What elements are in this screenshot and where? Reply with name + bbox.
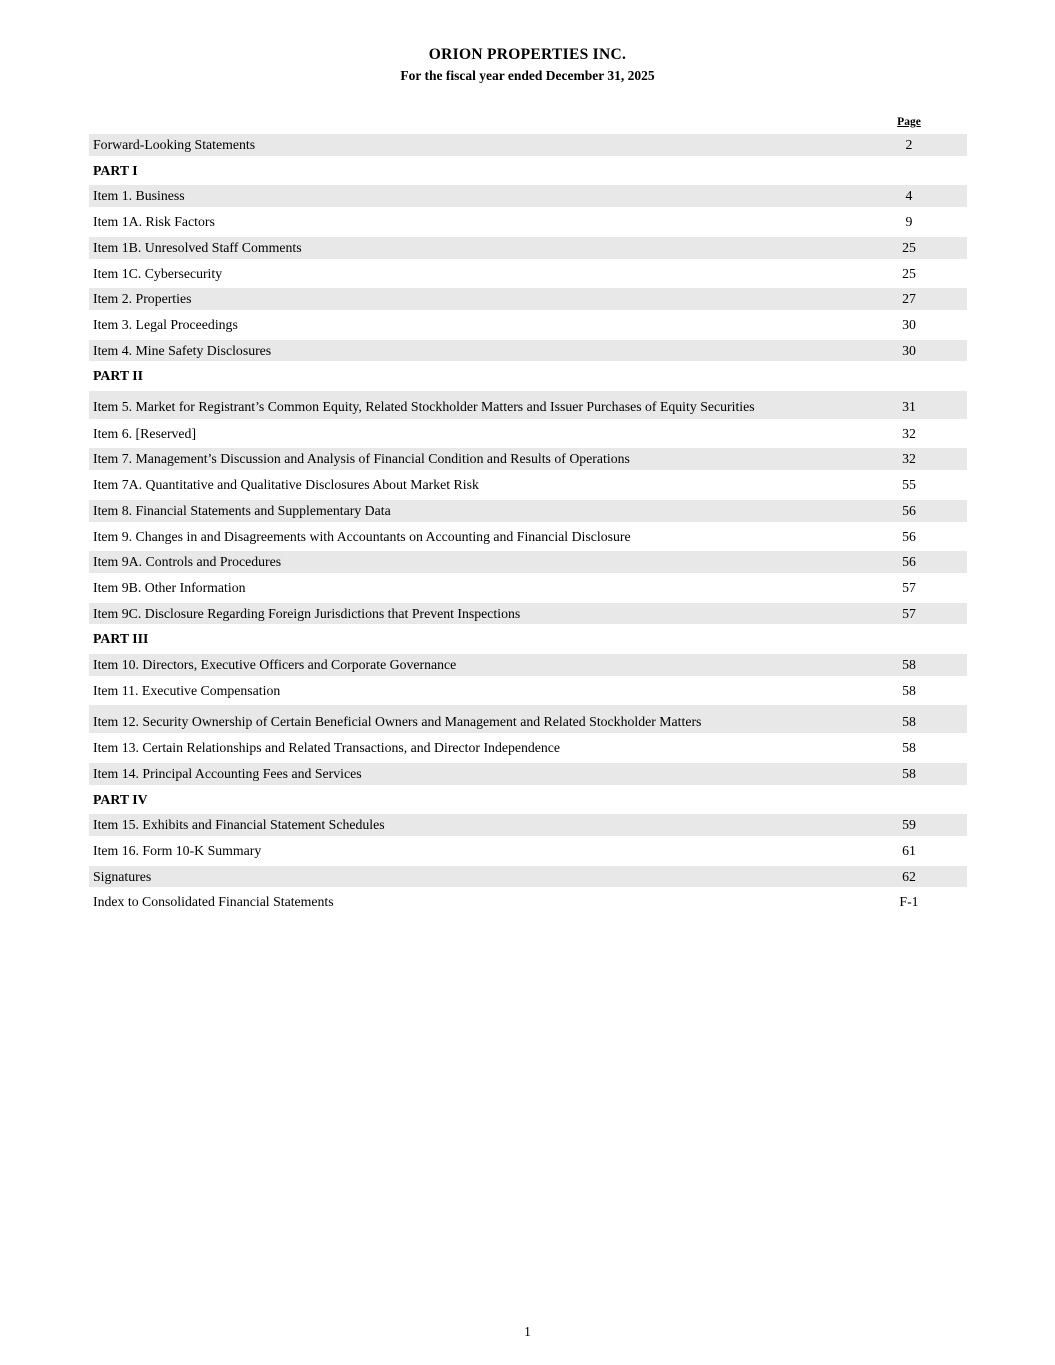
toc-row — [89, 288, 967, 310]
part-heading-label: PART I — [93, 162, 138, 178]
toc-entry-label: Item 9A. Controls and Procedures — [93, 554, 282, 570]
part-heading-label: PART IV — [93, 791, 148, 807]
toc-entry-label: Item 7A. Quantitative and Qualitative Disclosures About Market Risk — [93, 477, 479, 493]
toc-entry-label: Item 4. Mine Safety Disclosures — [93, 342, 272, 358]
toc-entry-label: Item 10. Directors, Executive Officers and Corporate Governance — [93, 657, 457, 673]
toc-row — [89, 551, 967, 573]
toc-row — [89, 603, 967, 625]
toc-row — [89, 737, 967, 759]
toc-entry-page-number: 30 — [902, 342, 916, 358]
toc-entry-page-number: 2 — [905, 137, 913, 152]
toc-entry-label: Item 1B. Unresolved Staff Comments — [93, 239, 302, 255]
toc-entry-label: Item 5. Market for Registrant’s Common Equity, Related Stockholder Matters and Issuer Purchases of Equity Securities — [93, 399, 755, 415]
toc-row — [89, 866, 967, 888]
toc-entry-label: Item 9B. Other Information — [93, 579, 246, 595]
toc-row — [89, 185, 967, 207]
toc-entry-page-number: 58 — [902, 657, 916, 673]
toc-entry-page-number: 62 — [902, 868, 916, 884]
toc-row — [89, 705, 967, 733]
toc-entry-page-number: 58 — [902, 682, 916, 698]
toc-entry-page-number: 57 — [902, 605, 916, 621]
toc-entry-page-number: 31 — [902, 399, 916, 415]
toc-entry-label: Item 9. Changes in and Disagreements with Accountants on Accounting and Financial Disclosure — [93, 528, 631, 544]
toc-entry-page-number: 58 — [902, 740, 916, 756]
toc-entry-label: Item 3. Legal Proceedings — [93, 316, 238, 332]
toc-row — [89, 474, 967, 496]
toc-entry-page-number: F-1 — [899, 894, 919, 910]
toc-entry-page-number: 58 — [902, 713, 916, 729]
part-heading-label: PART III — [93, 631, 149, 647]
toc-entry-page-number: 9 — [905, 214, 913, 230]
toc-entry-label: Item 1C. Cybersecurity — [93, 265, 223, 281]
fiscal-year-subtitle: For the fiscal year ended December 31, 2025 — [400, 68, 655, 83]
part-heading-row — [89, 789, 967, 811]
toc-entry-label: Item 9C. Disclosure Regarding Foreign Jurisdictions that Prevent Inspections — [93, 605, 521, 621]
toc-row — [89, 840, 967, 862]
toc-entry-page-number: 27 — [902, 291, 916, 307]
toc-row — [89, 391, 967, 419]
page-column-header: Page — [897, 116, 921, 128]
toc-row — [89, 577, 967, 599]
toc-header-row — [89, 115, 967, 129]
title-block — [0, 0, 1055, 84]
toc-entry-page-number: 58 — [902, 765, 916, 781]
toc-row — [89, 340, 967, 362]
toc-row — [89, 500, 967, 522]
toc-entry-page-number: 25 — [902, 239, 916, 255]
toc-entry-page-number: 59 — [902, 817, 916, 833]
toc-row — [89, 654, 967, 676]
toc-row — [89, 680, 967, 702]
toc-entry-page-number: 61 — [902, 842, 916, 858]
toc-row — [89, 211, 967, 233]
toc-entry-label: Item 12. Security Ownership of Certain Beneficial Owners and Management and Related Stockholder Matters — [93, 713, 702, 729]
toc-entry-page-number: 56 — [902, 554, 916, 570]
toc-entry-label: Item 1A. Risk Factors — [93, 214, 215, 230]
toc-entry-label: Item 14. Principal Accounting Fees and Services — [93, 765, 362, 781]
toc-entry-page-number: 55 — [902, 477, 916, 493]
part-heading-row — [89, 160, 967, 182]
part-heading-row — [89, 628, 967, 650]
part-heading-row — [89, 365, 967, 387]
toc-entry-label: Index to Consolidated Financial Statements — [93, 894, 334, 910]
toc-entry-label: Item 6. [Reserved] — [93, 425, 197, 441]
page-number-footer: 1 — [524, 1324, 531, 1339]
toc-entry-page-number: 32 — [902, 451, 916, 467]
toc-row — [89, 448, 967, 470]
toc-entry-page-number: 25 — [902, 265, 916, 281]
toc-row — [89, 314, 967, 336]
toc-entry-label: Item 16. Form 10-K Summary — [93, 842, 262, 858]
toc-entry-page-number: 32 — [902, 425, 916, 441]
toc-entry-label: Item 7. Management’s Discussion and Analysis of Financial Condition and Results of Operations — [93, 451, 630, 467]
toc-entry-label: Item 15. Exhibits and Financial Statement Schedules — [93, 817, 385, 833]
table-of-contents — [89, 115, 967, 913]
toc-entry-page-number: 56 — [902, 502, 916, 518]
toc-entry-page-number: 4 — [905, 188, 913, 204]
toc-entry-label: Item 13. Certain Relationships and Related Transactions, and Director Independence — [93, 740, 561, 756]
toc-entry-label: Forward-Looking Statements — [93, 137, 256, 152]
toc-entry-label: Item 2. Properties — [93, 291, 192, 307]
toc-row — [89, 423, 967, 445]
toc-row — [89, 814, 967, 836]
company-name-title: ORION PROPERTIES INC. — [428, 46, 627, 63]
toc-entry-label: Item 1. Business — [93, 188, 185, 204]
toc-rows-container — [89, 134, 967, 913]
toc-entry-label: Item 11. Executive Compensation — [93, 682, 281, 698]
toc-row — [89, 763, 967, 785]
part-heading-label: PART II — [93, 368, 143, 384]
toc-row — [89, 237, 967, 259]
toc-entry-page-number: 30 — [902, 316, 916, 332]
toc-header-spacer — [89, 115, 851, 129]
toc-entry-label: Item 8. Financial Statements and Supplementary Data — [93, 502, 391, 518]
toc-row — [89, 526, 967, 548]
toc-row — [89, 134, 967, 156]
toc-row — [89, 263, 967, 285]
toc-row — [89, 891, 967, 913]
toc-entry-page-number: 57 — [902, 579, 916, 595]
toc-entry-page-number: 56 — [902, 528, 916, 544]
toc-entry-label: Signatures — [93, 868, 152, 884]
